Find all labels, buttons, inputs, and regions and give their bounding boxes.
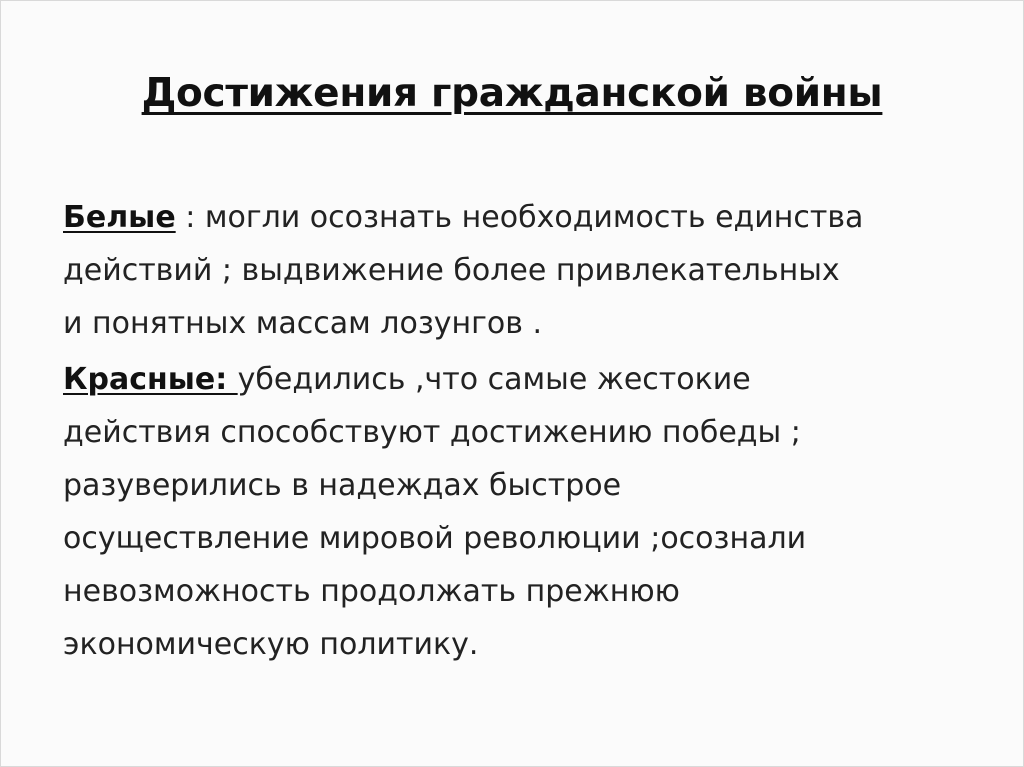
- reds-line-1: [63, 353, 963, 406]
- reds-line-6: экономическую политику.: [63, 627, 479, 662]
- whites-text-1: : могли осознать необходимость единства: [175, 200, 864, 235]
- slide-title-text: Достижения гражданской войны: [141, 71, 883, 116]
- reds-label: Красные:: [63, 362, 238, 397]
- reds-line-5: невозможность продолжать прежнюю: [63, 574, 680, 609]
- reds-text-1: убедились ,что самые жестокие: [237, 362, 751, 397]
- whites-paragraph: [63, 191, 963, 350]
- slide-title: [1, 71, 1023, 116]
- whites-label: Белые: [63, 200, 176, 235]
- whites-line-2: действий ; выдвижение более привлекательных: [63, 253, 840, 288]
- reds-line-2: действия способствуют достижению победы ;: [63, 415, 801, 450]
- reds-line-3: разуверились в надеждах быстрое: [63, 468, 622, 503]
- whites-line-3: и понятных массам лозунгов .: [63, 306, 543, 341]
- slide-body: [63, 191, 963, 674]
- reds-paragraph: [63, 353, 963, 671]
- reds-line-4: осуществление мировой революции ;осознали: [63, 521, 807, 556]
- whites-line-1: [63, 191, 963, 244]
